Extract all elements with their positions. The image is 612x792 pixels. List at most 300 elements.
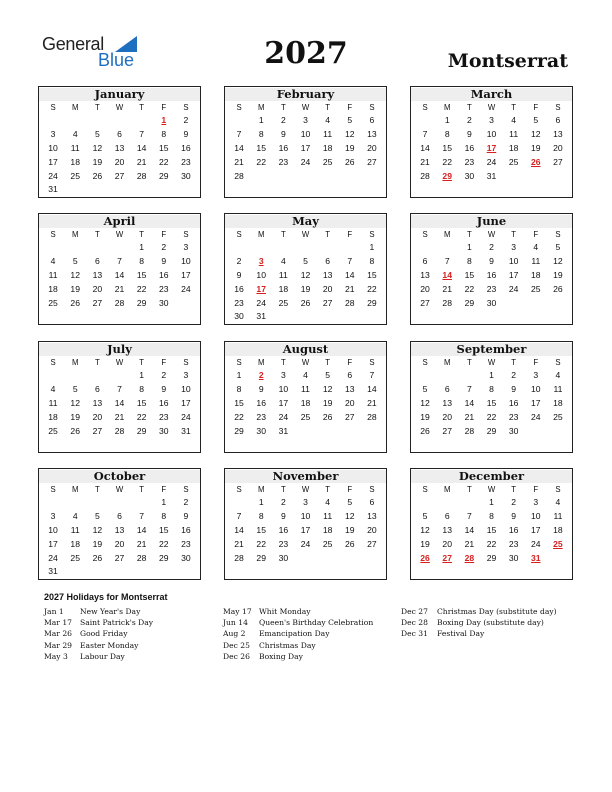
- day-cell: 16: [486, 269, 497, 280]
- day-cell: 15: [486, 397, 497, 408]
- day-cell: 20: [442, 538, 452, 549]
- day-cell: 19: [70, 411, 80, 422]
- day-cell: 10: [530, 383, 541, 394]
- holiday-day-cell: 31: [530, 552, 541, 563]
- weekday-header: S: [555, 485, 561, 494]
- day-cell: 7: [369, 370, 375, 380]
- day-cell: 27: [367, 538, 377, 549]
- day-cell: 19: [420, 411, 430, 422]
- weekday-header: S: [183, 230, 189, 239]
- day-cell: 19: [420, 538, 430, 549]
- day-cell: 3: [533, 370, 539, 380]
- day-cell: 29: [486, 552, 497, 563]
- holiday-item: [44, 640, 153, 651]
- day-cell: 25: [300, 411, 311, 422]
- day-cell: 11: [553, 510, 563, 521]
- empty-day-cell: [436, 369, 458, 383]
- day-cell: 7: [236, 128, 242, 139]
- day-cell: 9: [183, 510, 189, 521]
- weekday-header: S: [555, 230, 561, 239]
- holiday-name: Christmas Day: [259, 640, 316, 650]
- holiday-name: Queen's Birthday Celebration: [259, 618, 374, 628]
- day-cell: 28: [420, 170, 430, 181]
- month-title: February: [225, 88, 386, 101]
- day-cell: 18: [48, 411, 58, 422]
- empty-day-cell: [339, 241, 361, 255]
- day-cell: 4: [280, 255, 286, 266]
- month-days-grid: [39, 228, 200, 310]
- empty-day-cell: [64, 114, 86, 128]
- day-cell: 18: [553, 397, 563, 408]
- day-cell: 2: [511, 370, 517, 380]
- holiday-item: [223, 651, 373, 662]
- weekday-header: W: [115, 103, 124, 112]
- logo-text-general: General: [42, 34, 104, 54]
- month-title: April: [39, 215, 200, 228]
- month-august: [224, 341, 387, 453]
- day-cell: 5: [555, 242, 561, 252]
- weekday-header: M: [257, 103, 265, 112]
- day-cell: 20: [442, 411, 452, 422]
- day-cell: 24: [256, 297, 266, 308]
- day-cell: 22: [158, 538, 169, 549]
- day-cell: 14: [136, 142, 147, 153]
- holiday-item: [44, 628, 153, 639]
- weekday-header: S: [183, 358, 189, 367]
- day-cell: 28: [114, 425, 125, 436]
- weekday-header: M: [257, 358, 265, 367]
- weekday-header: F: [161, 485, 167, 494]
- day-cell: 4: [533, 242, 539, 252]
- weekday-header: S: [422, 103, 428, 112]
- holiday-date: Jun 14: [223, 618, 248, 628]
- day-cell: 11: [323, 128, 333, 139]
- holiday-item: [401, 628, 557, 639]
- day-cell: 27: [344, 411, 355, 422]
- day-cell: 3: [50, 510, 56, 521]
- day-cell: 18: [322, 142, 333, 153]
- day-cell: 20: [344, 397, 355, 408]
- day-cell: 17: [181, 397, 191, 408]
- day-cell: 30: [181, 552, 191, 563]
- holiday-name: Boxing Day (substitute day): [437, 618, 544, 628]
- month-title: January: [39, 88, 200, 101]
- holiday-date: May 3: [44, 651, 68, 661]
- day-cell: 30: [508, 425, 519, 436]
- holiday-date: Dec 28: [401, 618, 428, 628]
- month-title: October: [39, 470, 200, 483]
- day-cell: 30: [181, 170, 191, 181]
- empty-day-cell: [131, 496, 153, 510]
- weekday-header: F: [533, 358, 539, 367]
- weekday-header: M: [443, 485, 451, 494]
- holiday-name: Festival Day: [437, 629, 485, 639]
- day-cell: 1: [489, 370, 494, 380]
- day-cell: 13: [442, 524, 452, 535]
- weekday-header: S: [236, 358, 242, 367]
- holiday-name: Good Friday: [80, 629, 128, 639]
- day-cell: 5: [325, 370, 331, 380]
- empty-day-cell: [64, 241, 86, 255]
- day-cell: 23: [181, 538, 191, 549]
- day-cell: 9: [280, 510, 286, 521]
- day-cell: 25: [48, 297, 58, 308]
- day-cell: 3: [183, 242, 189, 252]
- weekday-header: T: [94, 358, 100, 367]
- day-cell: 9: [183, 128, 189, 139]
- empty-day-cell: [86, 496, 108, 510]
- weekday-header: S: [422, 358, 428, 367]
- day-cell: 7: [444, 255, 450, 266]
- day-cell: 27: [114, 170, 125, 181]
- day-cell: 4: [511, 115, 517, 125]
- holiday-name: New Year's Day: [80, 607, 141, 616]
- day-cell: 11: [531, 255, 541, 266]
- holiday-name: Whit Monday: [259, 607, 311, 616]
- day-cell: 12: [420, 397, 430, 408]
- day-cell: 1: [369, 242, 375, 252]
- weekday-header: W: [115, 485, 124, 494]
- day-cell: 5: [347, 497, 353, 507]
- holiday-name: Boxing Day: [259, 651, 303, 661]
- day-cell: 14: [114, 269, 125, 280]
- day-cell: 2: [489, 242, 494, 252]
- day-cell: 23: [158, 283, 169, 294]
- day-cell: 15: [464, 269, 475, 280]
- weekday-header: F: [533, 230, 539, 239]
- day-cell: 10: [256, 269, 266, 280]
- day-cell: 4: [555, 497, 561, 507]
- weekday-header: S: [369, 485, 375, 494]
- day-cell: 7: [117, 255, 122, 266]
- day-cell: 24: [486, 156, 497, 167]
- country-name: Montserrat: [447, 50, 568, 72]
- day-cell: 27: [114, 552, 125, 563]
- empty-day-cell: [42, 496, 64, 510]
- month-may: [224, 213, 387, 325]
- day-cell: 17: [300, 142, 311, 153]
- day-cell: 4: [555, 370, 561, 380]
- day-cell: 15: [158, 142, 169, 153]
- day-cell: 4: [303, 370, 308, 380]
- empty-day-cell: [458, 496, 480, 510]
- weekday-header: W: [301, 230, 310, 239]
- day-cell: 21: [136, 156, 147, 167]
- day-cell: 3: [303, 115, 308, 125]
- weekday-header: T: [325, 485, 331, 494]
- day-cell: 8: [489, 510, 494, 521]
- weekday-header: S: [236, 103, 242, 112]
- holiday-name: Emancipation Day: [259, 629, 330, 639]
- day-cell: 29: [234, 425, 244, 436]
- day-cell: 9: [236, 269, 242, 280]
- month-april: [38, 213, 201, 325]
- weekday-header: S: [369, 103, 375, 112]
- holiday-day-cell: 2: [258, 370, 264, 380]
- day-cell: 28: [136, 170, 147, 181]
- day-cell: 25: [278, 297, 289, 308]
- day-cell: 10: [48, 524, 58, 535]
- day-cell: 30: [158, 425, 169, 436]
- day-cell: 9: [258, 383, 264, 394]
- day-cell: 24: [181, 411, 191, 422]
- day-cell: 11: [70, 524, 80, 535]
- weekday-header: T: [280, 230, 286, 239]
- holiday-date: Jan 1: [44, 607, 64, 616]
- day-cell: 2: [161, 242, 167, 252]
- day-cell: 22: [234, 411, 244, 422]
- day-cell: 3: [183, 370, 189, 380]
- month-days-grid: [39, 101, 200, 197]
- day-cell: 12: [344, 510, 355, 521]
- day-cell: 21: [464, 411, 475, 422]
- day-cell: 8: [444, 128, 450, 139]
- day-cell: 28: [442, 297, 452, 308]
- month-title: March: [411, 88, 572, 101]
- empty-day-cell: [317, 241, 339, 255]
- holiday-date: Mar 17: [44, 618, 73, 628]
- day-cell: 18: [70, 538, 80, 549]
- day-cell: 8: [258, 510, 264, 521]
- day-cell: 10: [530, 510, 541, 521]
- day-cell: 2: [511, 497, 517, 507]
- day-cell: 11: [48, 397, 58, 408]
- day-cell: 10: [508, 255, 519, 266]
- month-november: [224, 468, 387, 580]
- day-cell: 22: [464, 283, 475, 294]
- empty-day-cell: [64, 496, 86, 510]
- empty-day-cell: [86, 369, 108, 383]
- day-cell: 1: [466, 242, 472, 252]
- day-cell: 31: [181, 425, 191, 436]
- day-cell: 1: [139, 242, 145, 252]
- day-cell: 21: [114, 411, 125, 422]
- day-cell: 7: [422, 128, 428, 139]
- day-cell: 19: [300, 283, 311, 294]
- day-cell: 13: [367, 128, 377, 139]
- weekday-header: F: [161, 103, 167, 112]
- day-cell: 23: [256, 411, 266, 422]
- day-cell: 20: [367, 142, 377, 153]
- day-cell: 25: [48, 425, 58, 436]
- day-cell: 5: [533, 115, 539, 125]
- weekday-header: T: [466, 358, 472, 367]
- weekday-header: T: [325, 358, 331, 367]
- day-cell: 6: [555, 115, 561, 125]
- day-cell: 13: [92, 269, 103, 280]
- day-cell: 21: [464, 538, 475, 549]
- day-cell: 16: [158, 397, 169, 408]
- day-cell: 27: [553, 156, 563, 167]
- day-cell: 4: [72, 128, 78, 139]
- holiday-day-cell: 28: [464, 552, 475, 563]
- day-cell: 3: [303, 497, 308, 507]
- day-cell: 13: [114, 524, 125, 535]
- day-cell: 15: [486, 524, 497, 535]
- weekday-header: F: [347, 230, 353, 239]
- day-cell: 8: [489, 383, 494, 394]
- day-cell: 14: [464, 397, 475, 408]
- day-cell: 30: [508, 552, 519, 563]
- weekday-header: T: [94, 485, 100, 494]
- day-cell: 3: [50, 128, 56, 139]
- day-cell: 17: [48, 538, 58, 549]
- day-cell: 20: [114, 156, 125, 167]
- weekday-header: T: [139, 230, 145, 239]
- day-cell: 23: [278, 156, 289, 167]
- day-cell: 25: [508, 156, 519, 167]
- day-cell: 30: [234, 311, 244, 322]
- day-cell: 24: [181, 283, 191, 294]
- day-cell: 18: [530, 269, 541, 280]
- day-cell: 24: [48, 170, 58, 181]
- day-cell: 22: [367, 283, 377, 294]
- holiday-date: Mar 26: [44, 629, 73, 639]
- day-cell: 18: [70, 156, 80, 167]
- empty-day-cell: [86, 241, 108, 255]
- day-cell: 29: [158, 552, 169, 563]
- day-cell: 14: [234, 524, 244, 535]
- holiday-name: Saint Patrick's Day: [80, 618, 154, 628]
- day-cell: 2: [280, 497, 286, 507]
- day-cell: 24: [278, 411, 289, 422]
- weekday-header: M: [71, 230, 79, 239]
- day-cell: 22: [486, 411, 497, 422]
- day-cell: 25: [322, 538, 333, 549]
- day-cell: 25: [530, 283, 541, 294]
- month-march: [410, 86, 573, 198]
- day-cell: 5: [72, 383, 78, 394]
- day-cell: 13: [92, 397, 103, 408]
- weekday-header: T: [511, 358, 517, 367]
- day-cell: 9: [280, 128, 286, 139]
- empty-day-cell: [42, 114, 64, 128]
- month-title: May: [225, 215, 386, 228]
- month-january: [38, 86, 201, 198]
- weekday-header: T: [325, 230, 331, 239]
- day-cell: 27: [322, 297, 333, 308]
- day-cell: 1: [258, 115, 264, 125]
- holiday-date: May 17: [223, 607, 252, 616]
- page-title-year: 2027: [264, 36, 348, 71]
- day-cell: 29: [464, 297, 475, 308]
- day-cell: 9: [489, 255, 494, 266]
- day-cell: 24: [300, 538, 311, 549]
- weekday-header: M: [443, 103, 451, 112]
- day-cell: 28: [114, 297, 125, 308]
- holiday-day-cell: 17: [256, 283, 266, 294]
- day-cell: 29: [136, 425, 147, 436]
- day-cell: 14: [464, 524, 475, 535]
- day-cell: 26: [92, 170, 103, 181]
- weekday-header: M: [257, 485, 265, 494]
- empty-day-cell: [294, 241, 316, 255]
- day-cell: 12: [530, 128, 541, 139]
- holiday-day-cell: 26: [420, 552, 430, 563]
- day-cell: 5: [347, 115, 353, 125]
- day-cell: 30: [278, 552, 289, 563]
- day-cell: 16: [181, 524, 191, 535]
- day-cell: 1: [139, 370, 145, 380]
- day-cell: 1: [161, 497, 167, 507]
- day-cell: 7: [139, 510, 145, 521]
- day-cell: 10: [181, 383, 191, 394]
- day-cell: 23: [508, 538, 519, 549]
- day-cell: 21: [136, 538, 147, 549]
- weekday-header: M: [443, 358, 451, 367]
- day-cell: 3: [489, 115, 494, 125]
- day-cell: 22: [256, 156, 266, 167]
- weekday-header: F: [161, 230, 167, 239]
- day-cell: 2: [183, 115, 189, 125]
- day-cell: 3: [511, 242, 517, 252]
- empty-day-cell: [228, 114, 250, 128]
- weekday-header: S: [422, 485, 428, 494]
- day-cell: 28: [234, 552, 244, 563]
- month-days-grid: [411, 228, 572, 310]
- day-cell: 22: [136, 283, 147, 294]
- day-cell: 18: [300, 397, 311, 408]
- day-cell: 24: [300, 156, 311, 167]
- day-cell: 10: [181, 255, 191, 266]
- day-cell: 4: [325, 497, 331, 507]
- day-cell: 5: [94, 510, 100, 521]
- day-cell: 12: [553, 255, 563, 266]
- day-cell: 15: [234, 397, 244, 408]
- month-days-grid: [225, 483, 386, 565]
- day-cell: 26: [70, 425, 80, 436]
- empty-day-cell: [414, 241, 436, 255]
- month-days-grid: [225, 101, 386, 183]
- day-cell: 18: [48, 283, 58, 294]
- day-cell: 8: [466, 255, 472, 266]
- day-cell: 22: [158, 156, 169, 167]
- weekday-header: F: [533, 103, 539, 112]
- day-cell: 16: [464, 142, 475, 153]
- day-cell: 7: [117, 383, 122, 394]
- day-cell: 6: [369, 497, 375, 507]
- day-cell: 16: [278, 524, 289, 535]
- day-cell: 7: [466, 510, 472, 521]
- empty-day-cell: [42, 369, 64, 383]
- day-cell: 8: [139, 383, 145, 394]
- holiday-item: [223, 628, 373, 639]
- day-cell: 6: [444, 383, 450, 394]
- day-cell: 13: [553, 128, 563, 139]
- weekday-header: S: [369, 230, 375, 239]
- day-cell: 25: [322, 156, 333, 167]
- day-cell: 27: [92, 297, 103, 308]
- day-cell: 19: [530, 142, 541, 153]
- weekday-header: S: [236, 230, 242, 239]
- day-cell: 23: [464, 156, 475, 167]
- day-cell: 30: [256, 425, 266, 436]
- day-cell: 9: [466, 128, 472, 139]
- holidays-column: [401, 606, 557, 640]
- day-cell: 6: [325, 255, 331, 266]
- day-cell: 16: [181, 142, 191, 153]
- weekday-header: W: [301, 103, 310, 112]
- day-cell: 7: [139, 128, 145, 139]
- weekday-header: S: [555, 103, 561, 112]
- day-cell: 14: [114, 397, 125, 408]
- day-cell: 6: [347, 370, 353, 380]
- weekday-header: W: [487, 230, 496, 239]
- day-cell: 21: [367, 397, 377, 408]
- day-cell: 18: [553, 524, 563, 535]
- day-cell: 10: [486, 128, 497, 139]
- empty-day-cell: [131, 114, 153, 128]
